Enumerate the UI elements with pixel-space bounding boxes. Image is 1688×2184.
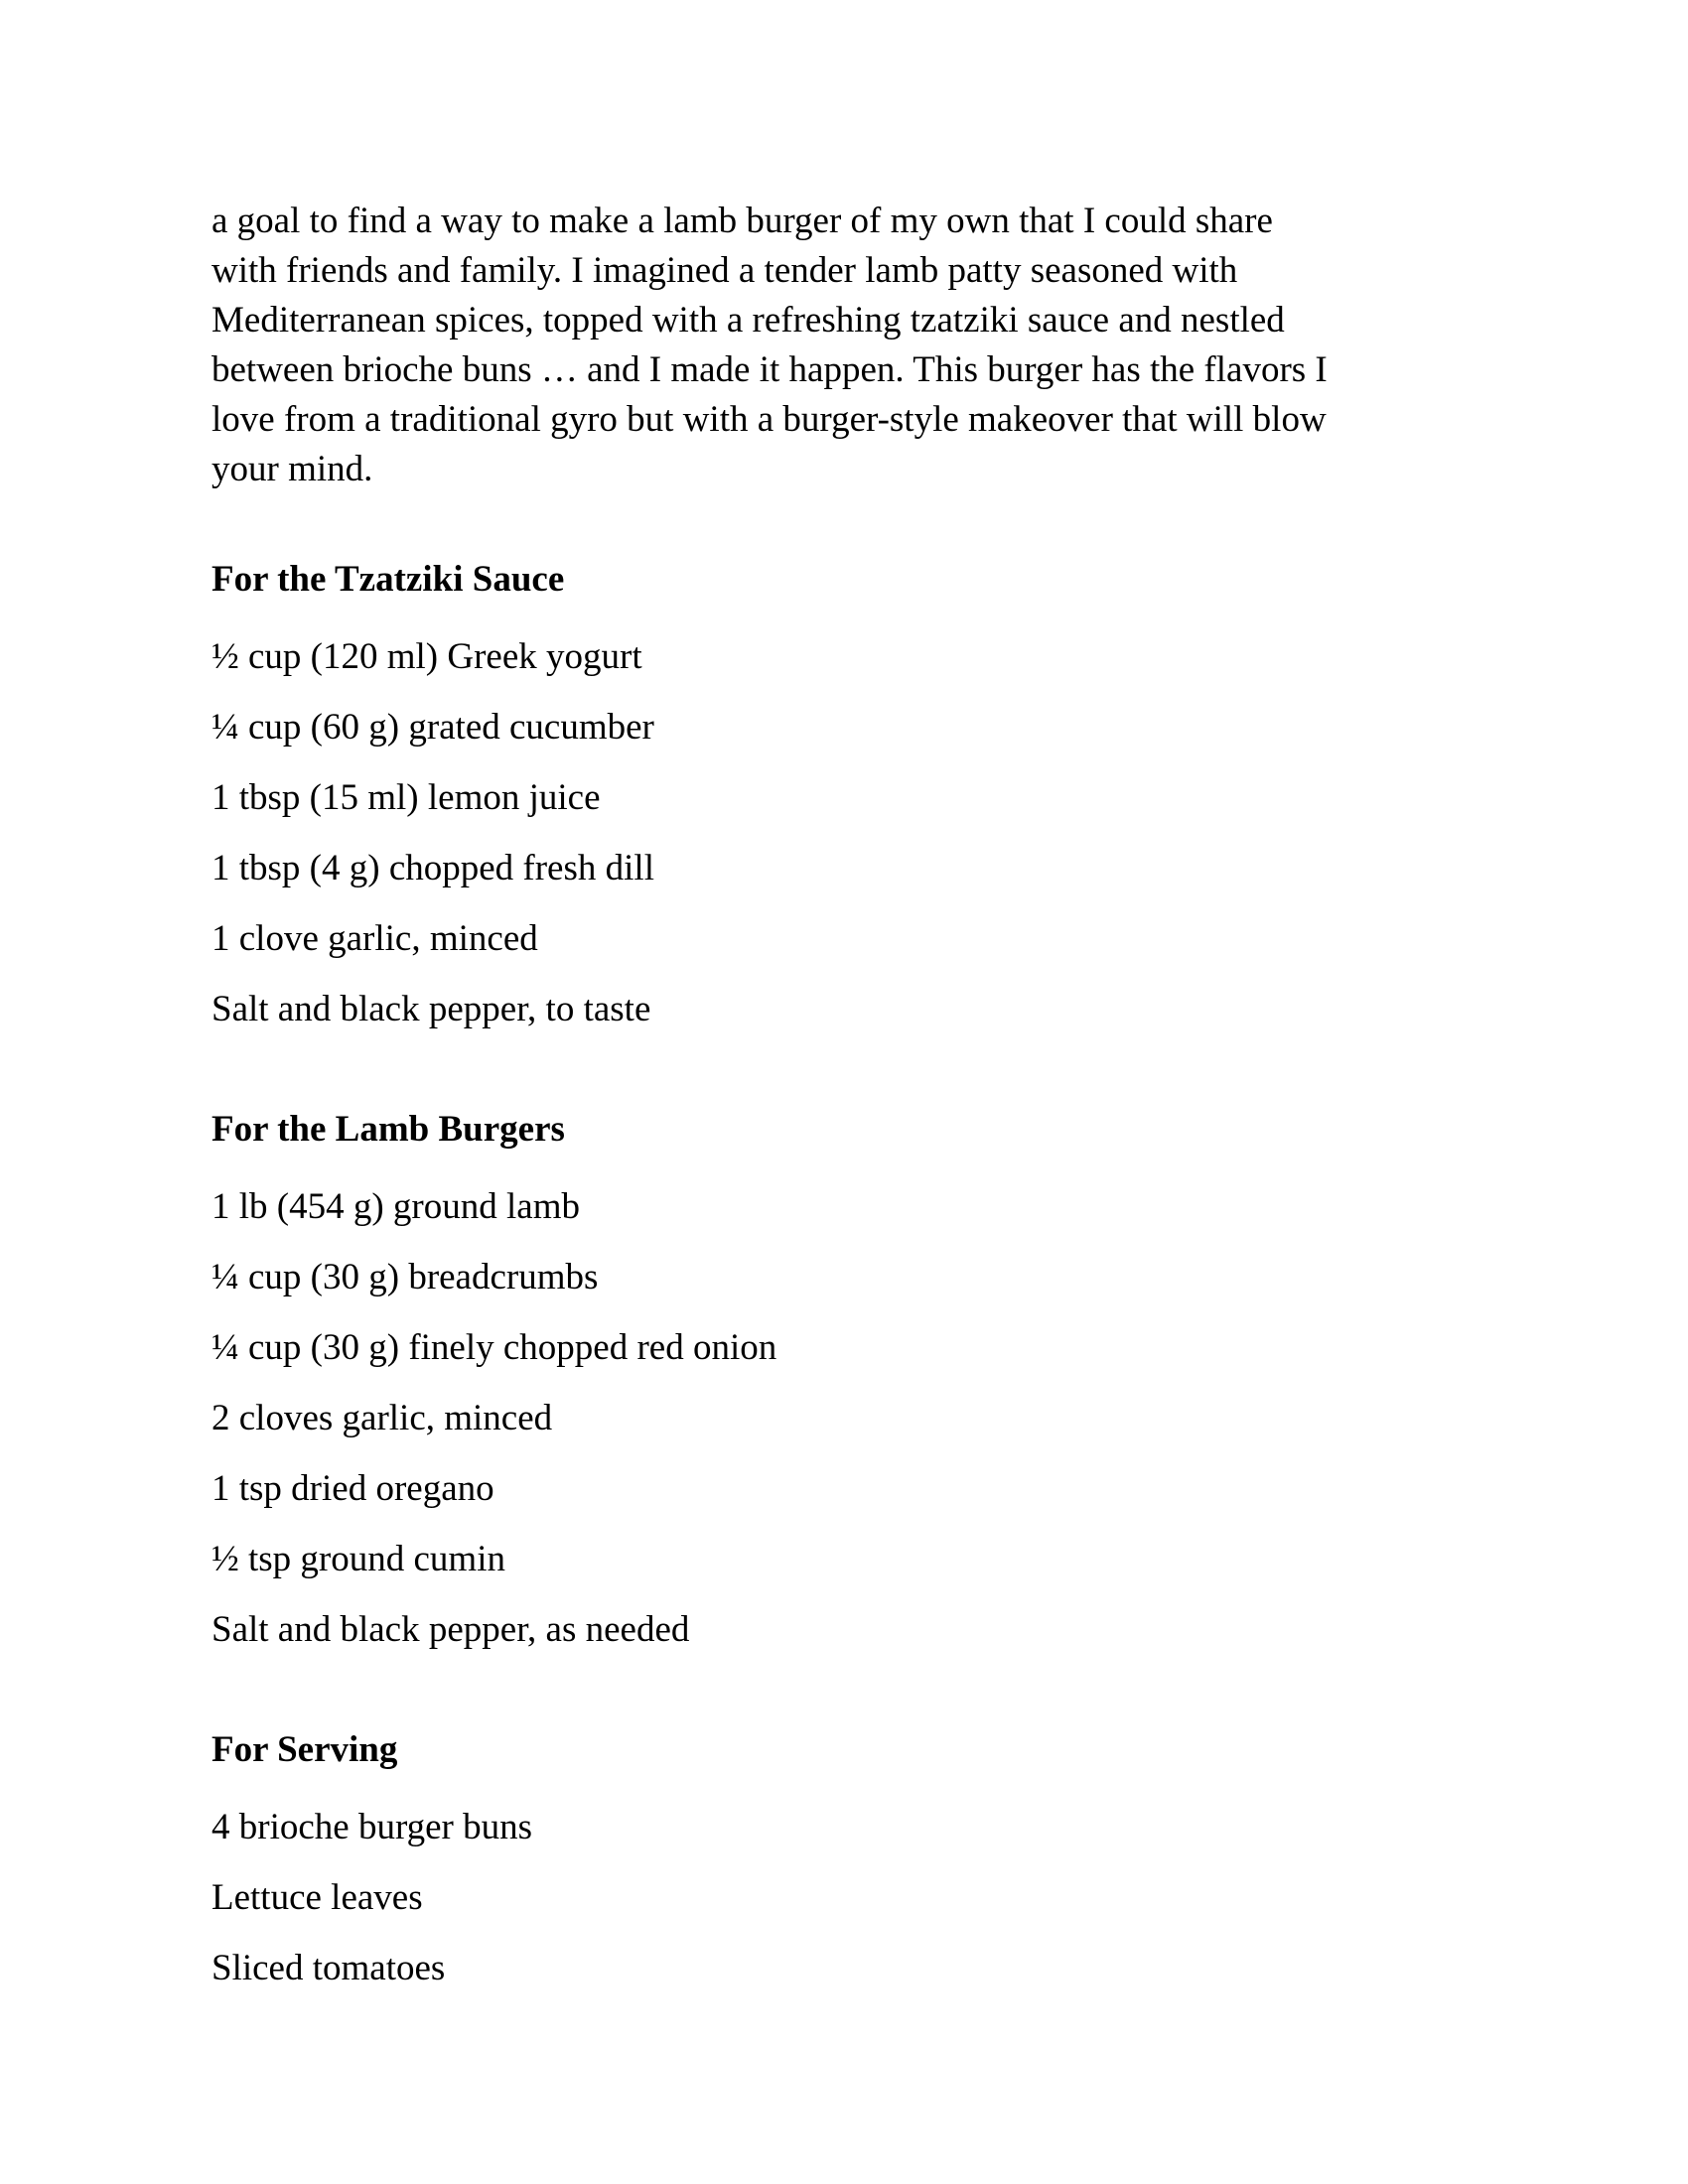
section-heading: For the Tzatziki Sauce: [211, 559, 565, 600]
intro-line: between brioche buns … and I made it happen. This burger has the flavors I: [211, 349, 1328, 390]
section-heading: For the Lamb Burgers: [211, 1109, 565, 1150]
intro-line: Mediterranean spices, topped with a refreshing tzatziki sauce and nestled: [211, 300, 1285, 341]
intro-paragraph: [211, 197, 1492, 494]
ingredient-item: ¼ cup (30 g) finely chopped red onion: [211, 1327, 777, 1368]
ingredient-item: ½ cup (120 ml) Greek yogurt: [211, 636, 642, 677]
ingredient-list: [211, 621, 1492, 1044]
ingredient-list: [211, 1792, 1492, 2003]
intro-line: love from a traditional gyro but with a burger-style makeover that will blow: [211, 399, 1327, 440]
ingredient-item: 2 cloves garlic, minced: [211, 1398, 553, 1438]
ingredient-item: Lettuce leaves: [211, 1877, 423, 1918]
ingredient-item: Salt and black pepper, as needed: [211, 1609, 690, 1650]
intro-line: your mind.: [211, 449, 373, 489]
ingredient-item: 1 tbsp (15 ml) lemon juice: [211, 777, 601, 818]
section-tzatziki-sauce: [211, 558, 1492, 1044]
ingredient-item: 1 tsp dried oregano: [211, 1468, 494, 1509]
ingredient-item: Salt and black pepper, to taste: [211, 989, 651, 1029]
ingredient-item: Sliced tomatoes: [211, 1948, 446, 1988]
ingredient-item: ¼ cup (60 g) grated cucumber: [211, 707, 654, 748]
ingredient-item: 1 lb (454 g) ground lamb: [211, 1186, 580, 1227]
ingredient-item: ½ tsp ground cumin: [211, 1539, 505, 1579]
ingredient-list: [211, 1171, 1492, 1665]
intro-line: with friends and family. I imagined a tender lamb patty seasoned with: [211, 250, 1238, 291]
section-lamb-burgers: [211, 1108, 1492, 1665]
ingredient-item: 1 tbsp (4 g) chopped fresh dill: [211, 848, 654, 888]
ingredient-item: 1 clove garlic, minced: [211, 918, 538, 959]
ingredient-item: 4 brioche burger buns: [211, 1807, 532, 1847]
intro-line: a goal to find a way to make a lamb burger of my own that I could share: [211, 201, 1273, 241]
ingredient-item: ¼ cup (30 g) breadcrumbs: [211, 1257, 599, 1297]
section-for-serving: [211, 1728, 1492, 2003]
document-page: [211, 197, 1492, 2003]
section-heading: For Serving: [211, 1729, 398, 1770]
